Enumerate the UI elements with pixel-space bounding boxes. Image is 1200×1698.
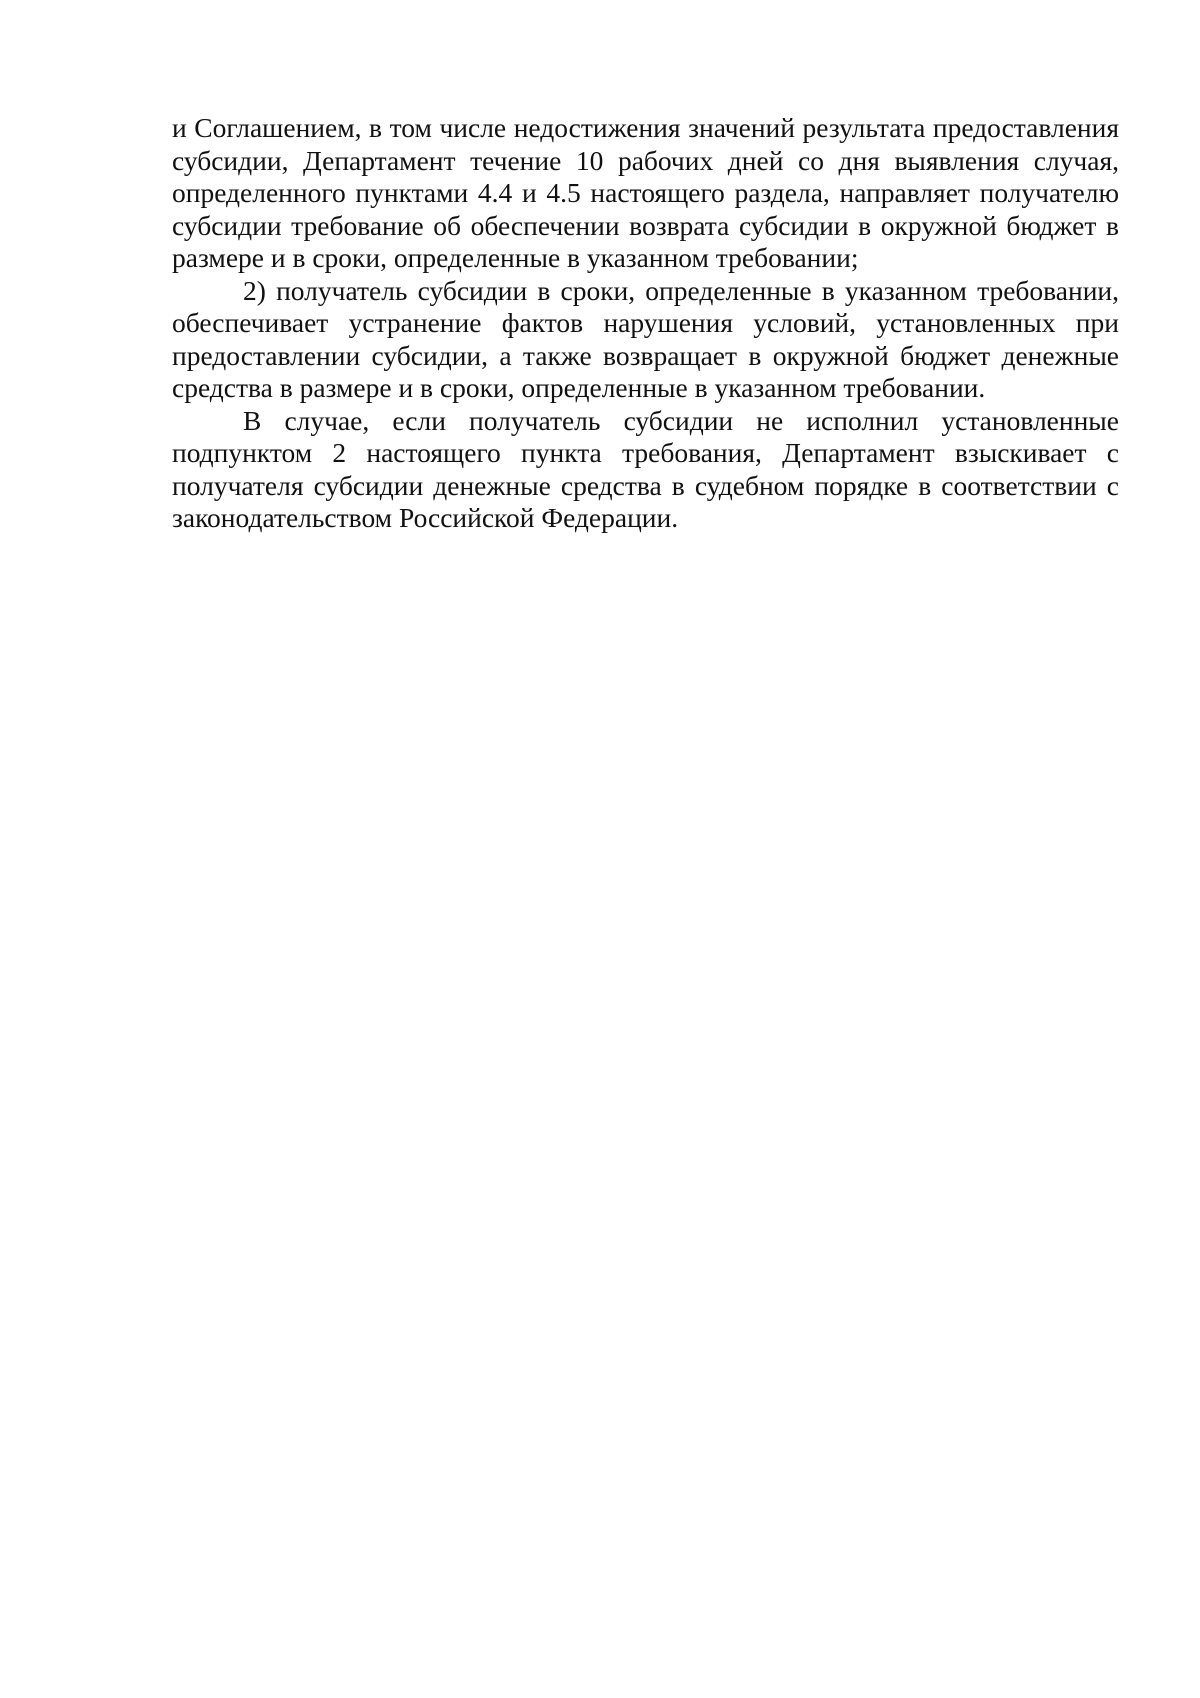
document-body [172,112,1119,535]
paragraph-continuation: и Соглашением, в том числе недостижения значений результата предоставления субсидии, Департамент течение 10 рабочих дней со дня выявления случая, определенного пунктами 4.4 и 4.5 настоящего раздела, направляет получателю субсидии требование об обеспечении возврата субсидии в окружной бюджет в размере и в сроки, определенные в указанном требовании; [172,112,1119,273]
paragraph-subitem-2: 2) получатель субсидии в сроки, определенные в указанном требовании, обеспечивает устранение фактов нарушения условий, установленных при предоставлении субсидии, а также возвращает в окружной бюджет денежные средства в размере и в сроки, определенные в указанном требовании. [172,274,1119,403]
paragraph-enforcement: В случае, если получатель субсидии не исполнил установленные подпунктом 2 настоящего пункта требования, Департамент взыскивает с получателя субсидии денежные средства в судебном порядке в соответствии с законодательством Российской Федерации. [172,404,1119,533]
